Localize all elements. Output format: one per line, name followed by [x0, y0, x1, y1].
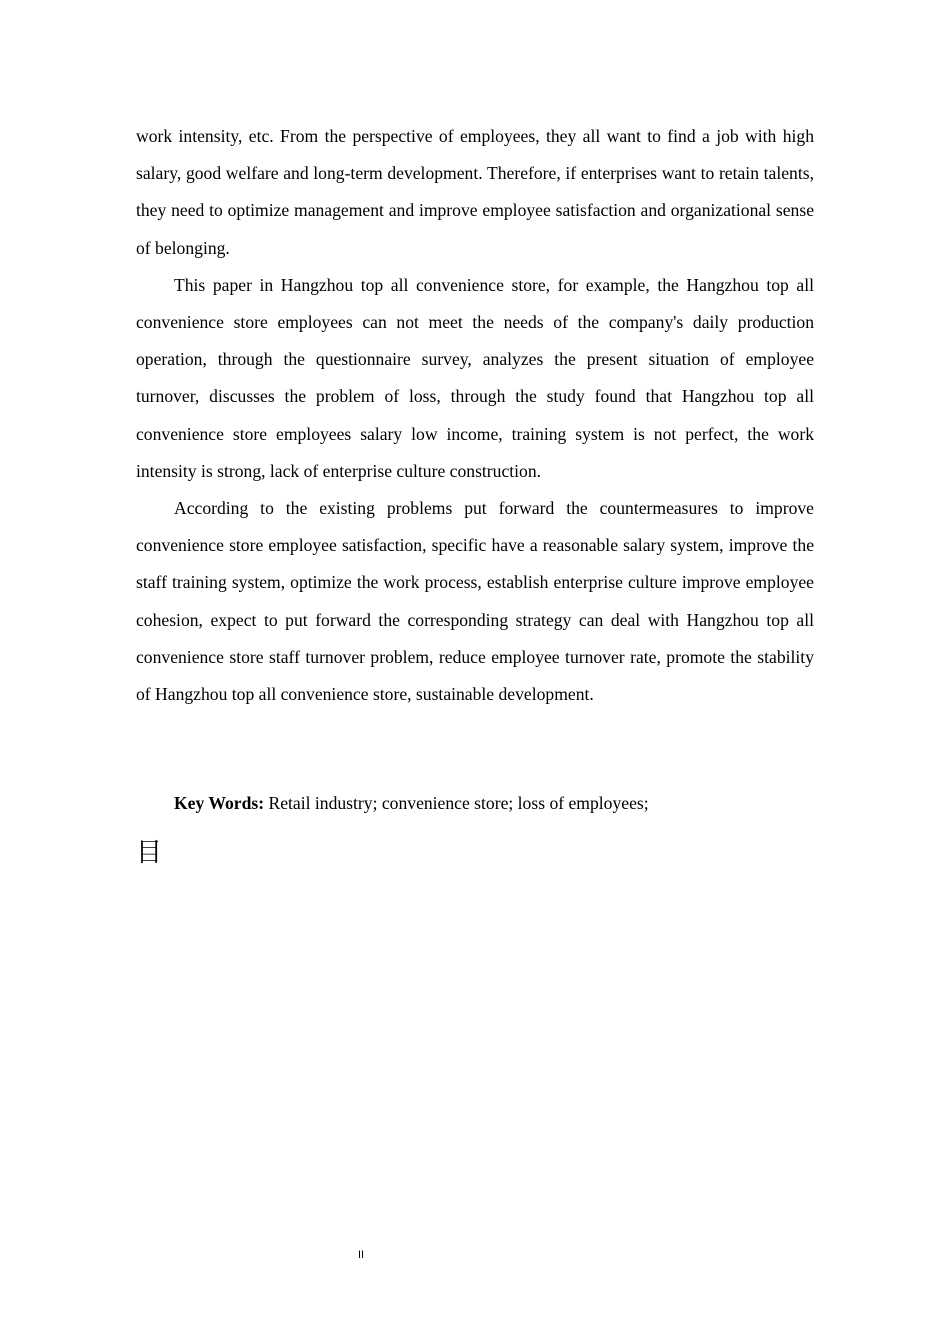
page-number: II: [358, 1249, 365, 1261]
abstract-body: [136, 118, 814, 713]
paragraph-study-summary: This paper in Hangzhou top all convenience store, for example, the Hangzhou top all convenience store employees can not meet the needs of the company's daily production operation, through the questionnaire survey, analyzes the present situation of employee turnover, discusses the problem of loss, through the study found that Hangzhou top all convenience store employees salary low income, training system is not perfect, the work intensity is strong, lack of enterprise culture construction.: [136, 274, 814, 481]
toc-heading-fragment: 目: [136, 838, 163, 868]
paragraph-countermeasures: According to the existing problems put forward the countermeasures to improve convenience store employee satisfaction, specific have a reasonable salary system, improve the staff training system, optimize the work process, establish enterprise culture improve employee cohesion, expect to put forward the corresponding strategy can deal with Hangzhou top all convenience store staff turnover problem, reduce employee turnover rate, promote the stability of Hangzhou top all convenience store, sustainable development.: [136, 498, 814, 705]
keywords-text: Retail industry; convenience store; loss of employees;: [264, 793, 649, 813]
keywords-label: Key Words:: [174, 793, 265, 813]
keywords-line: [136, 785, 814, 822]
paragraph-continuation: work intensity, etc. From the perspective of employees, they all want to find a job with high salary, good welfare and long-term development. Therefore, if enterprises want to retain talents, they need to optimize management and improve employee satisfaction and organizational sense of belonging.: [136, 126, 814, 258]
